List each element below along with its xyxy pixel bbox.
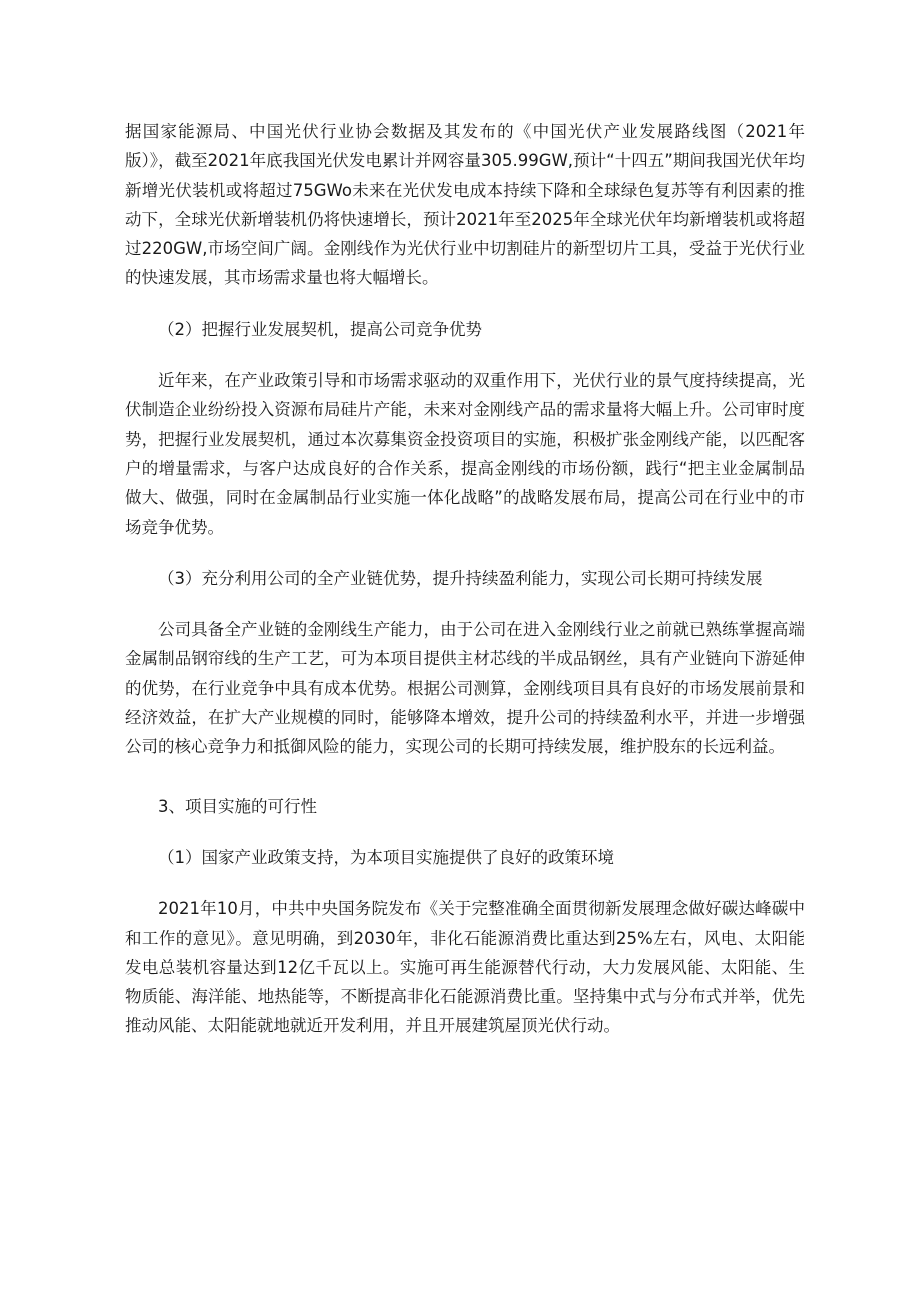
section3-paragraph: 公司具备全产业链的金刚线生产能力，由于公司在进入金刚线行业之前就已熟练掌握高端金属制品钢帘线的生产工艺，可为本项目提供主材芯线的半成品钢丝，具有产业链向下游延伸的优势，在行业竞争中具有成本优势。根据公司测算，金刚线项目具有良好的市场发展前景和经济效益，在扩大产业规模的同时，能够降本增效，提升公司的持续盈利水平，并进一步增强公司的核心竞争力和抵御风险的能力，实现公司的长期可持续发展，维护股东的长远利益。: [125, 620, 805, 757]
spacer: [125, 872, 805, 894]
spacer: [125, 293, 805, 315]
policy-paragraph: 2021年10月，中共中央国务院发布《关于完整准确全面贯彻新发展理念做好碳达峰碳中和工作的意见》。意见明确，到2030年，非化石能源消费比重达到25%左右，风电、太阳能发电总装机容量达到12亿千瓦以上。实施可再生能源替代行动，大力发展风能、太阳能、生物质能、海洋能、地热能等，不断提高非化石能源消费比重。坚持集中式与分布式并举，优先推动风能、太阳能就地就近开发利用，并且开展建筑屋顶光伏行动。: [125, 899, 805, 1036]
section2-paragraph: 近年来，在产业政策引导和市场需求驱动的双重作用下，光伏行业的景气度持续提高，光伏制造企业纷纷投入资源布局硅片产能，未来对金刚线产品的需求量将大幅上升。公司审时度势，把握行业发展契机，通过本次募集资金投资项目的实施，积极扩张金刚线产能，以匹配客户的增量需求，与客户达成良好的合作关系，提高金刚线的市场份额，践行“把主业金属制品做大、做强，同时在金属制品行业实施一体化战略”的战略发展布局，提高公司在行业中的市场竞争优势。: [125, 371, 805, 537]
spacer: [125, 821, 805, 843]
spacer: [125, 542, 805, 564]
document-body: [125, 117, 805, 1041]
section2-heading: （2）把握行业发展契机，提高公司竞争优势: [158, 319, 482, 339]
spacer: [125, 762, 805, 792]
intro-paragraph: 据国家能源局、中国光伏行业协会数据及其发布的《中国光伏产业发展路线图（2021年版）》，截至2021年底我国光伏发电累计并网容量305.99GW,预计“十四五”期间我国光伏年均新增光伏装机或将超过75GWo未来在光伏发电成本持续下降和全球绿色复苏等有利因素的推动下，全球光伏新增装机仍将快速增长，预计2021年至2025年全球光伏年均新增装机或将超过220GW,市场空间广阔。金刚线作为光伏行业中切割硅片的新型切片工具，受益于光伏行业的快速发展，其市场需求量也将大幅增长。: [125, 122, 805, 288]
spacer: [125, 344, 805, 366]
policy-heading: （1）国家产业政策支持，为本项目实施提供了良好的政策环境: [158, 847, 614, 867]
feasibility-heading: 3、项目实施的可行性: [158, 796, 317, 816]
section3-heading: （3）充分利用公司的全产业链优势，提升持续盈利能力，实现公司长期可持续发展: [158, 568, 763, 588]
spacer: [125, 593, 805, 615]
